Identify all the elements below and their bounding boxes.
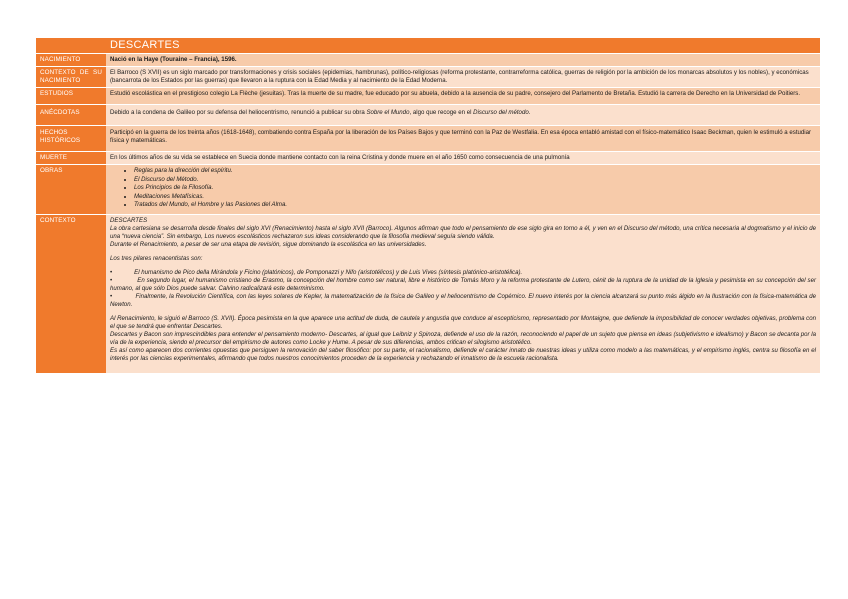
row-contexto bbox=[36, 215, 820, 374]
value-obras bbox=[106, 165, 820, 215]
title-label-cell bbox=[36, 38, 106, 54]
page-title: DESCARTES bbox=[106, 38, 820, 54]
label-estudios: ESTUDIOS bbox=[36, 88, 106, 105]
row-obras bbox=[36, 165, 820, 215]
anecdotas-work-title: Sobre el Mundo bbox=[366, 109, 410, 116]
anecdotas-text-c: , algo que recoge en el bbox=[409, 109, 474, 116]
value-contexto-nacimiento: El Barroco (S XVII) es un siglo marcado por transformaciones y crisis sociales (epidemias, hambrunas), político-religiosas (reforma protestante, contrarreforma católica, guerras de religión por la ambición de los monarcas absolutos y los nobles), y económicas (bancarrota de los Estados por las guerras) que llevaron a la ruptura con la Edad Media y al nacimiento de la Edad Moderna. bbox=[106, 67, 820, 88]
anecdotas-discurso-title: Discurso del método bbox=[473, 109, 529, 116]
value-anecdotas bbox=[106, 105, 820, 126]
bullet-icon: • bbox=[110, 292, 136, 300]
row-estudios bbox=[36, 88, 820, 105]
label-obras: OBRAS bbox=[36, 165, 106, 215]
contexto-paragraph-3: Los tres pilares renacentistas son: bbox=[110, 254, 203, 262]
row-nacimiento bbox=[36, 54, 820, 67]
value-nacimiento: Nació en la Haye (Touraine – Francia), 1596. bbox=[106, 54, 820, 67]
row-anecdotas bbox=[36, 105, 820, 126]
label-nacimiento: NACIMIENTO bbox=[36, 54, 106, 67]
list-item: • Meditaciones Metafísicas. bbox=[134, 193, 816, 202]
list-item: • Los Principios de la Filosofía. bbox=[134, 184, 816, 193]
bullet-icon: • bbox=[110, 276, 138, 284]
row-muerte bbox=[36, 152, 820, 165]
contexto-bullet-2 bbox=[110, 277, 816, 293]
contexto-paragraph-6: Es así como aparecen dos corrientes opuestas que persiguen la renovación del saber filosófico: por su parte, el racionalismo, defiende el carácter innato de nuestras ideas y utiliza como modelo a las matemáticas, y el empirismo inglés, centra su filosofía en el interés por las ciencias experimentales, afirmando que todos nuestros conocimientos proceden de la experiencia y rechazando el innatismo de la escuela racionalista. bbox=[110, 346, 816, 362]
value-contexto bbox=[106, 215, 820, 374]
list-item: • Reglas para la dirección del espíritu. bbox=[134, 167, 816, 176]
value-estudios: Estudió escolástica en el prestigioso colegio La Flèche (jesuitas). Tras la muerte de su madre, fue educado por su abuela, debido a la ausencia de su padre, consejero del Parlamento de Bretaña. Estudió la carrera de Derecho en la Universidad de Poitiers. bbox=[106, 88, 820, 105]
title-row bbox=[36, 38, 820, 54]
value-hechos: Participó en la guerra de los treinta años (1618-1648), combatiendo contra España por la liberación de los Países Bajos y que terminó con la Paz de Westfalia. En esa época entabló amistad con el físico-matemático Isaac Beckman, quien le estimuló a estudiar física y matemáticas. bbox=[106, 126, 820, 152]
bullet-icon: • bbox=[110, 268, 135, 276]
descartes-summary-sheet bbox=[36, 38, 820, 374]
list-item: • El Discurso del Método. bbox=[134, 176, 816, 185]
value-muerte: En los últimos años de su vida se establece en Suecia donde mantiene contacto con la reina Cristina y donde muere en el año 1650 como consecuencia de una pulmonía bbox=[106, 152, 820, 165]
contexto-paragraph-1: La obra cartesiana se desarrolla desde finales del siglo XVI (Renacimiento) hasta el siglo XVII (Barroco). Algunos afirman que todo el pensamiento de ese siglo gira en torno a él, y ven en el Discurso del método, una crítica necesaria al dogmatismo y el inicio de una “nueva ciencia”. Sin embargo, Los nuevos escolásticos rechazaron sus ideas considerando que la filosofía medieval seguía siendo válida. bbox=[110, 224, 816, 240]
label-anecdotas: ANÉCDOTAS bbox=[36, 105, 106, 126]
label-contexto-nacimiento: CONTEXTO DE SU NACIMIENTO bbox=[36, 67, 106, 88]
contexto-bullet-1 bbox=[110, 269, 816, 277]
contexto-bullet-1-text: El humanismo de Pico della Mirándola y Ficino (platónicos), de Pomponazzi y Nifo (aristotélicos) y de Luis Vives (síntesis platónico-aristotélica). bbox=[134, 268, 523, 276]
contexto-paragraph-5: Descartes y Bacon son imprescindibles para entender el pensamiento moderno- Descartes, al igual que Leibniz y Spinoza, defiende el uso de la razón, reconociendo el papel de un sujeto que piensa en ideas (subjetivismo e idealismo) y Bacon se decanta por la vía de la experiencia, siendo el precursor del empirismo de autores como Locke y Hume. A pesar de sus diferencias, ambos critican el silogismo aristotélico. bbox=[110, 330, 816, 346]
obras-list bbox=[110, 167, 816, 210]
label-contexto: CONTEXTO bbox=[36, 215, 106, 374]
list-item: • Tratados del Mundo, el Hombre y las Pasiones del Alma. bbox=[134, 201, 816, 210]
contexto-bullet-3-text: Finalmente, la Revolución Científica, con las leyes solares de Kepler, la matematización de la física de Galileo y el heliocentrismo de Copérnico. El nuevo interés por la ciencia alcanzará su punto más álgido en la Ilustración con la física-matemática de Newton. bbox=[110, 292, 816, 308]
anecdotas-text-e: . bbox=[528, 109, 531, 116]
anecdotas-text-a: Debido a la condena de Galileo por su defensa del heliocentrismo, renunció a publicar su obra bbox=[110, 109, 367, 116]
label-muerte: MUERTE bbox=[36, 152, 106, 165]
summary-table bbox=[36, 38, 820, 374]
contexto-bullet-2-text: En segundo lugar, el humanismo cristiano de Erasmo, la concepción del hombre como ser natural, libre e histórico de Tomás Moro y la reforma protestante de Lutero, cénit de la ruptura de la unidad de la Iglesia y pesimista en su concepción del ser humano, al que sólo Dios puede salvar. Calvino radicalizará este determinismo. bbox=[110, 276, 816, 292]
contexto-paragraph-4: Al Renacimiento, le siguió el Barroco (S. XVII). Época pesimista en la que aparece una actitud de duda, de cautela y angustia que conduce al escepticismo, representado por Montaigne, que defiende la imposibilidad de conocer verdades objetivas, problema con el que se tendrá que enfrentar Descartes. bbox=[110, 314, 816, 330]
contexto-heading: DESCARTES bbox=[110, 216, 148, 224]
row-hechos bbox=[36, 126, 820, 152]
contexto-paragraph-2: Durante el Renacimiento, a pesar de ser una etapa de revisión, sigue dominando la escolástica en las universidades. bbox=[110, 240, 427, 248]
label-hechos: HECHOS HISTÓRICOS bbox=[36, 126, 106, 152]
contexto-bullet-3 bbox=[110, 293, 816, 309]
row-contexto-nacimiento bbox=[36, 67, 820, 88]
